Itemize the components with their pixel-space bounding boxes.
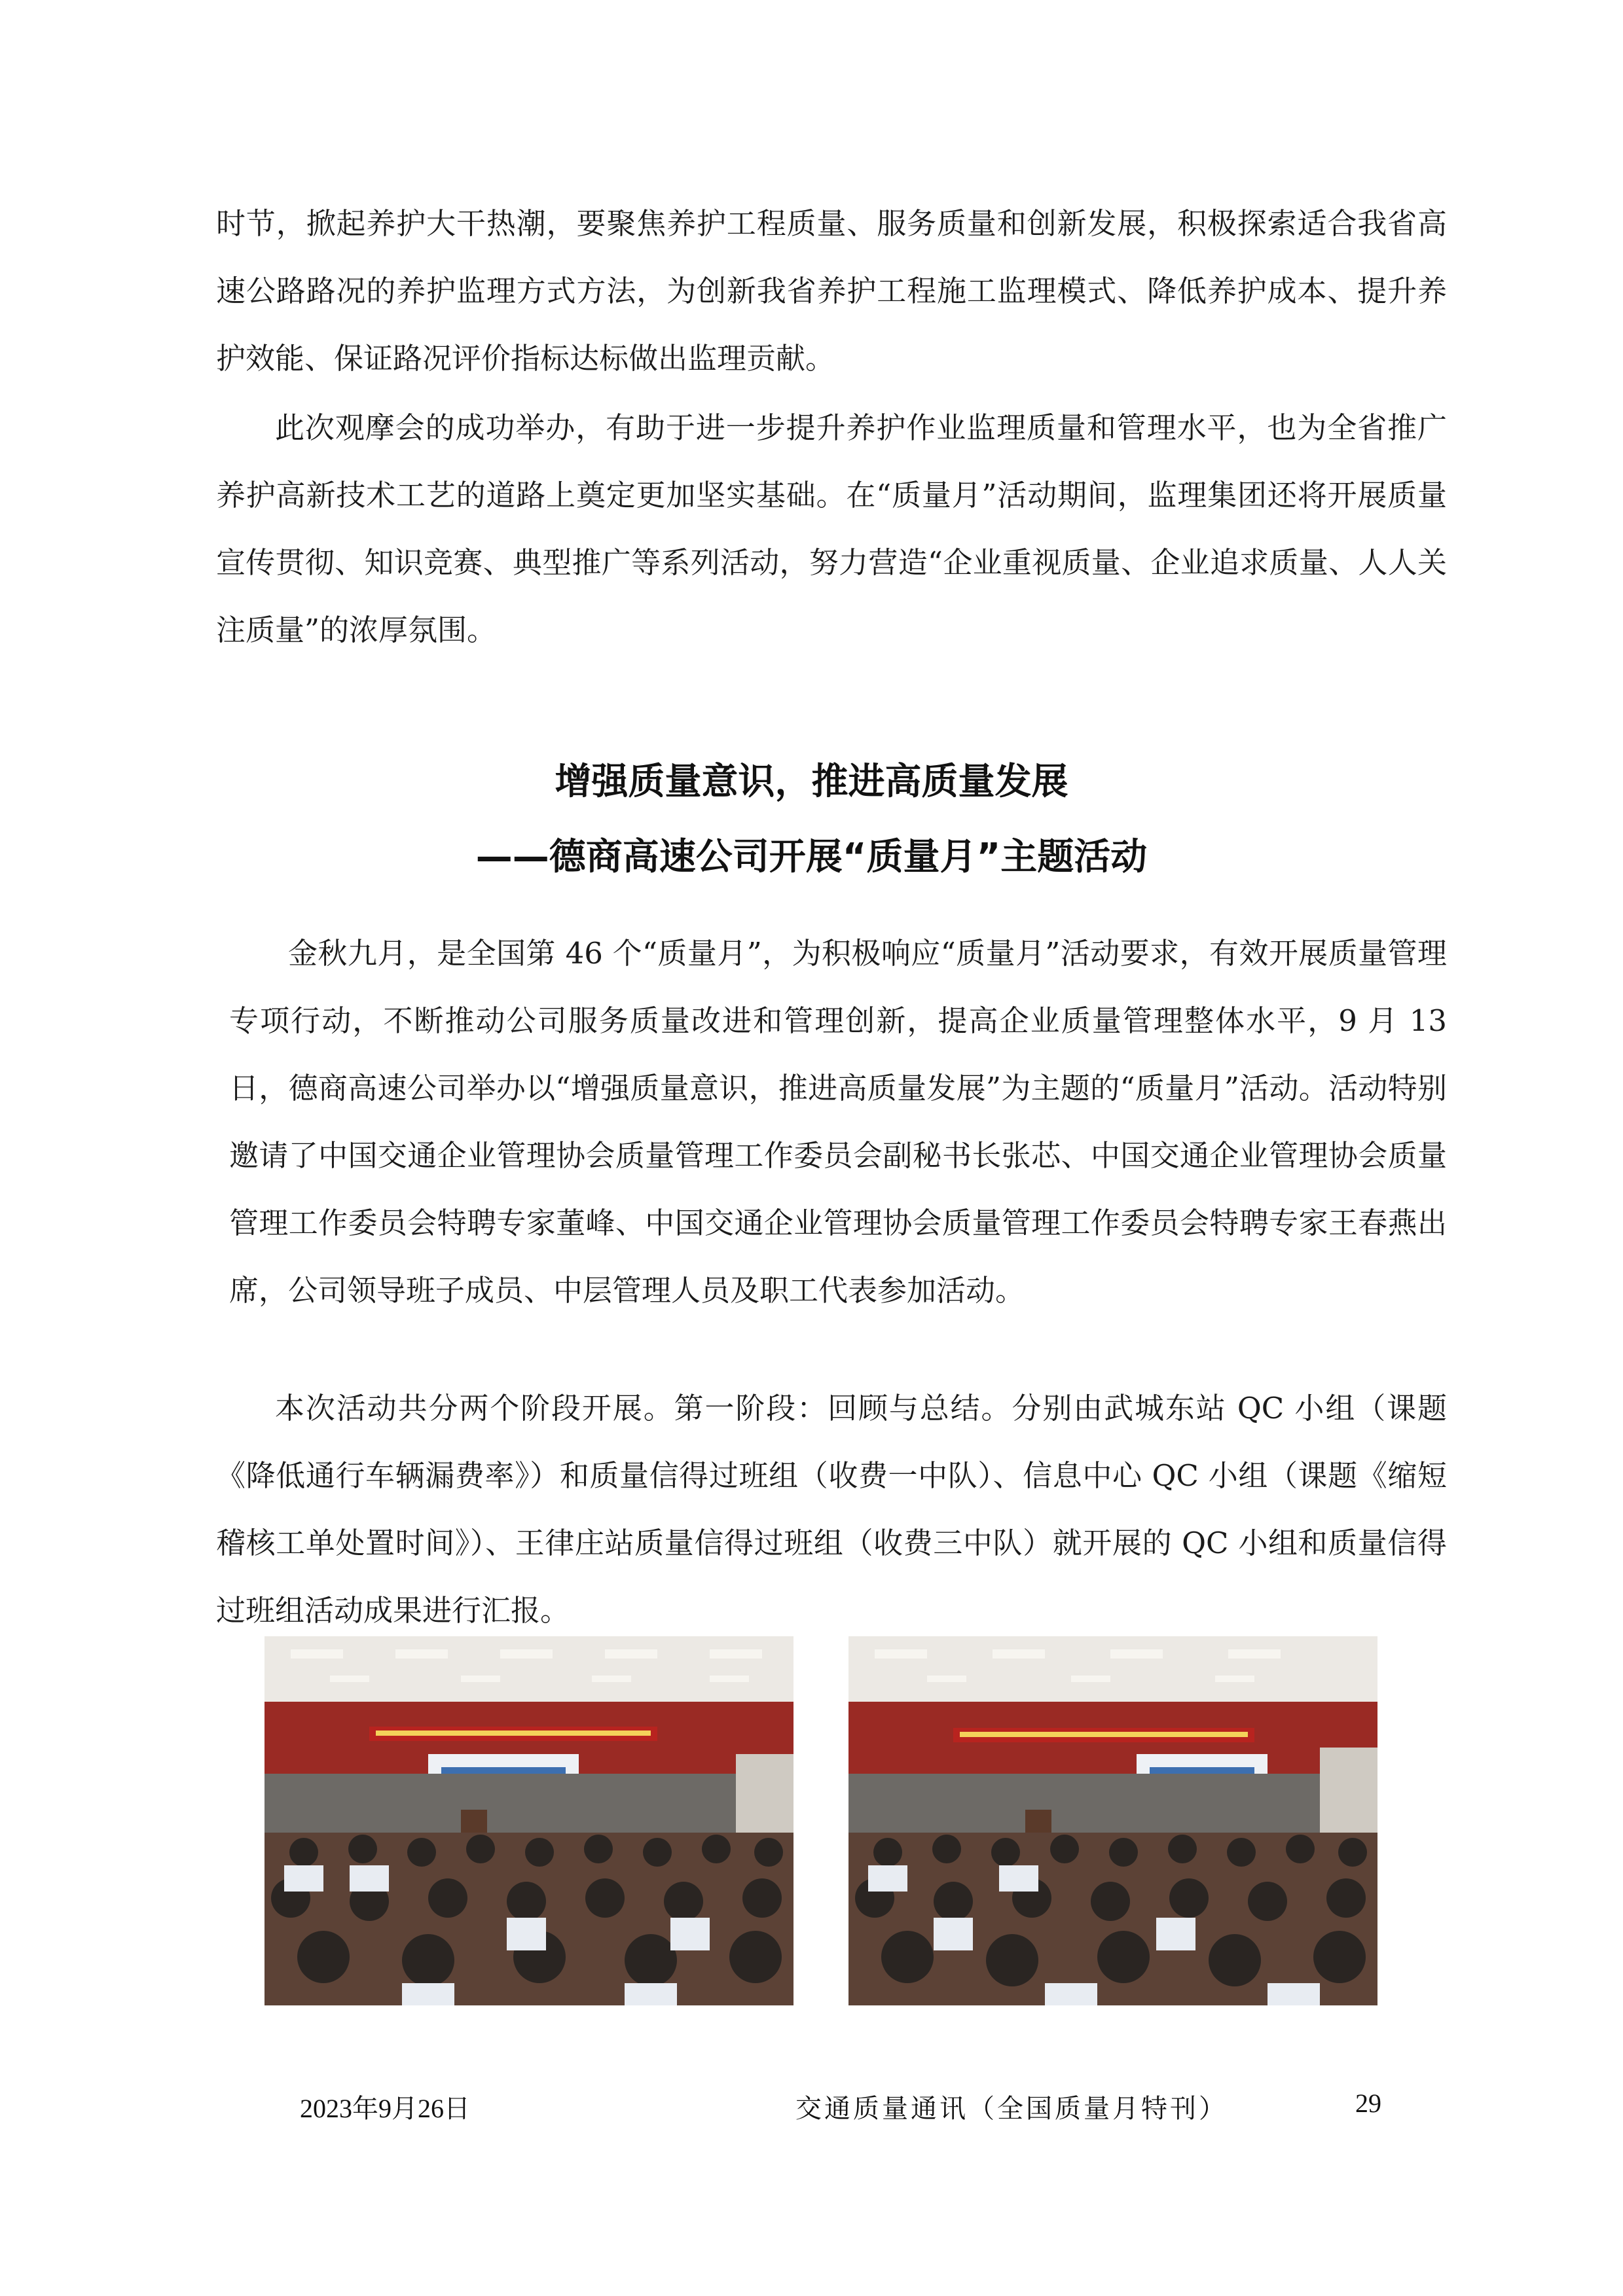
event-photo-left bbox=[264, 1636, 793, 2005]
article-paragraph-intro: 金秋九月，是全国第 46 个“质量月”，为积极响应“质量月”活动要求，有效开展质量管理专项行动，不断推动公司服务质量改进和管理创新，提高企业质量管理整体水平，9 月 13 日，德商高速公司举办以“增强质量意识，推进高质量发展”为主题的“质量月”活动。活动特别邀请了中国交通企业管理协会质量管理工作委员会副秘书长张芯、中国交通企业管理协会质量管理工作委员会特聘专家董峰、中国交通企业管理协会质量管理工作委员会特聘专家王春燕出席，公司领导班子成员、中层管理人员及职工代表参加活动。 bbox=[229, 936, 1447, 1308]
paragraph-summary: 此次观摩会的成功举办，有助于进一步提升养护作业监理质量和管理水平，也为全省推广养护高新技术工艺的道路上奠定更加坚实基础。在“质量月”活动期间，监理集团还将开展质量宣传贯彻、知识竞赛、典型推广等系列活动，努力营造“企业重视质量、企业追求质量、人人关注质量”的浓厚氛围。 bbox=[216, 410, 1447, 647]
paragraph-continuation: 时节，掀起养护大干热潮，要聚焦养护工程质量、服务质量和创新发展，积极探索适合我省高速公路路况的养护监理方式方法，为创新我省养护工程施工监理模式、降低养护成本、提升养护效能、保证路况评价指标达标做出监理贡献。 bbox=[216, 206, 1447, 376]
article-title: 增强质量意识，推进高质量发展 bbox=[555, 761, 1068, 803]
article-subtitle: ——德商高速公司开展“质量月”主题活动 bbox=[475, 836, 1148, 878]
footer-publication: 交通质量通讯（全国质量月特刊） bbox=[795, 2094, 1228, 2124]
page-number: 29 bbox=[1355, 2089, 1381, 2118]
footer-date: 2023年9月26日 bbox=[300, 2094, 470, 2123]
event-photo-right bbox=[848, 1636, 1377, 2005]
article-paragraph-stages: 本次活动共分两个阶段开展。第一阶段：回顾与总结。分别由武城东站 QC 小组（课题《降低通行车辆漏费率》）和质量信得过班组（收费一中队）、信息中心 QC 小组（课题《缩短稽核工单处置时间》）、王律庄站质量信得过班组（收费三中队）就开展的 QC 小组和质量信得过班组活动成果进行汇报。 bbox=[216, 1391, 1447, 1628]
